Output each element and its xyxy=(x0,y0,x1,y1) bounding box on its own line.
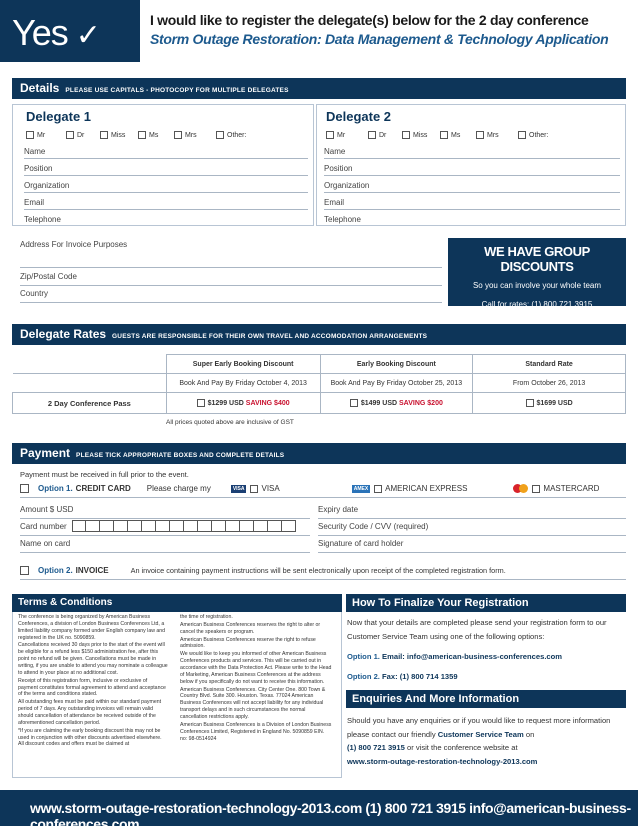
name-field[interactable]: Name xyxy=(24,142,308,159)
term-paragraph: American Business Conferences reserves the right to alter or cancel the speakers or program. xyxy=(180,621,321,635)
col-super-early: Super Early Booking Discount xyxy=(166,355,320,374)
group-discount-box xyxy=(448,238,626,309)
rates-table xyxy=(12,354,626,414)
term-paragraph: the time of registration. xyxy=(180,614,233,620)
group-discount-phone[interactable]: Call for rates: (1) 800 721 3915 xyxy=(481,300,593,309)
saving: SAVING $400 xyxy=(245,399,290,407)
delegate-2-title: Delegate 2 xyxy=(326,109,392,124)
card-digit-box[interactable] xyxy=(142,520,156,532)
yes-label: Yes xyxy=(12,12,68,53)
mastercard-circle-yellow xyxy=(519,484,528,493)
term-paragraph: *If you are claiming the early booking discount this may not be used in conjunction with other discounts advertised elsewhere. All discount codes and offers must be claimed at xyxy=(18,727,162,748)
title-label: Ms xyxy=(451,131,461,139)
card-digit-box[interactable] xyxy=(226,520,240,532)
email-field[interactable]: Email xyxy=(324,193,620,210)
fax-number: Fax: (1) 800 714 1359 xyxy=(382,672,458,681)
card-digit-box[interactable] xyxy=(282,520,296,532)
card-digit-box[interactable] xyxy=(268,520,282,532)
title-label: Other: xyxy=(529,131,549,139)
checkbox[interactable] xyxy=(197,399,205,407)
price-early[interactable] xyxy=(320,393,473,414)
title-label: Miss xyxy=(111,131,126,139)
group-discount-title: WE HAVE GROUP DISCOUNTS xyxy=(484,244,590,274)
credit-card-label: CREDIT CARD xyxy=(75,484,131,493)
terms-title: Terms & Conditions xyxy=(18,597,113,608)
payment-intro: Payment must be received in full prior to the event. xyxy=(20,470,189,479)
checkbox[interactable] xyxy=(216,131,224,139)
enquiries-bar xyxy=(346,690,626,708)
card-digit-box[interactable] xyxy=(156,520,170,532)
checkbox[interactable] xyxy=(476,131,484,139)
term-paragraph: American Business Conferences is a Division of London Business Conferences Limited, Registered in England No. 5090859 EIN. no: 98-0514924 xyxy=(180,721,332,742)
title-label: Miss xyxy=(413,131,428,139)
title-label: Dr xyxy=(379,131,387,139)
title-label: Dr xyxy=(77,131,85,139)
payment-title: Payment xyxy=(20,446,71,460)
delegate-1-titles xyxy=(26,131,311,139)
saving: SAVING $200 xyxy=(399,399,443,407)
title-other[interactable] xyxy=(216,131,246,139)
details-subtitle: PLEASE USE CAPITALS - PHOTOCOPY FOR MULTIPLE DELEGATES xyxy=(65,87,289,94)
title-miss[interactable] xyxy=(100,131,138,139)
table-row xyxy=(13,355,626,374)
checkbox[interactable] xyxy=(20,566,29,575)
card-digit-box[interactable] xyxy=(72,520,86,532)
team-name: Customer Service Team xyxy=(437,729,524,739)
enquiries-text xyxy=(347,714,625,769)
checkbox[interactable] xyxy=(374,485,382,493)
term-paragraph: Receipt of this registration form, inclusive or exclusive of payment constitutes formal agreement to attend and acceptance of the terms and conditions stated. xyxy=(18,677,166,698)
header-line-1: I would like to register the delegate(s) below for the 2 day conference xyxy=(150,12,589,28)
option-2-label: Option 2. xyxy=(38,566,73,575)
checkbox[interactable] xyxy=(532,485,540,493)
rates-title: Delegate Rates xyxy=(20,327,107,341)
card-digit-box[interactable] xyxy=(114,520,128,532)
card-digit-box[interactable] xyxy=(100,520,114,532)
checkbox[interactable] xyxy=(350,399,358,407)
delegate-2-fields xyxy=(324,142,620,227)
option-label: Option 2. xyxy=(347,672,380,681)
details-bar xyxy=(12,78,626,99)
cvv-field[interactable]: Security Code / CVV (required) xyxy=(318,522,626,536)
enquiries-on: on xyxy=(525,729,535,739)
card-digit-box[interactable] xyxy=(170,520,184,532)
group-discount-line1: So you can involve your whole team xyxy=(472,281,602,290)
delegate-1-fields xyxy=(24,142,308,227)
amount-field[interactable]: Amount $ USD xyxy=(20,505,310,519)
checkbox[interactable] xyxy=(250,485,258,493)
expiry-field[interactable]: Expiry date xyxy=(318,505,626,519)
card-digit-box[interactable] xyxy=(128,520,142,532)
date-standard: From October 26, 2013 xyxy=(473,374,626,393)
conference-title: Storm Outage Restoration: Data Management & Technology Application xyxy=(150,31,609,47)
title-dr[interactable] xyxy=(66,131,100,139)
rates-bar xyxy=(12,324,626,345)
card-digit-box[interactable] xyxy=(240,520,254,532)
title-mrs[interactable] xyxy=(174,131,216,139)
finalize-option-1 xyxy=(347,650,625,664)
name-on-card-field[interactable]: Name on card xyxy=(20,539,310,553)
finalize-bar xyxy=(346,594,626,612)
table-cell xyxy=(13,374,167,393)
details-title: Details xyxy=(20,81,60,95)
title-mrs[interactable] xyxy=(476,131,518,139)
email-field[interactable]: Email xyxy=(24,193,308,210)
checkbox[interactable] xyxy=(66,131,74,139)
phone-number[interactable]: (1) 800 721 3915 xyxy=(347,743,405,753)
card-digit-box[interactable] xyxy=(184,520,198,532)
title-label: Mr xyxy=(337,131,346,139)
amex-label: AMERICAN EXPRESS xyxy=(385,484,468,493)
term-paragraph: American Business Conferences reserve the right to refuse admission. xyxy=(180,636,316,650)
checkbox[interactable] xyxy=(526,399,534,407)
title-label: Mrs xyxy=(185,131,197,139)
telephone-field[interactable]: Telephone xyxy=(324,215,361,224)
amex-logo: AMEX xyxy=(353,485,369,492)
terms-column-1 xyxy=(18,614,168,749)
title-ms[interactable] xyxy=(440,131,476,139)
option-1-label: Option 1. xyxy=(38,484,73,493)
title-label: Other: xyxy=(227,131,247,139)
enquiries-title: Enquiries And More Information xyxy=(352,693,520,705)
checkbox[interactable] xyxy=(100,131,108,139)
table-row xyxy=(13,374,626,393)
delegate-1-title: Delegate 1 xyxy=(26,109,92,124)
zip-field[interactable]: Zip/Postal Code xyxy=(20,272,442,286)
checkbox[interactable] xyxy=(20,484,29,493)
terms-bar xyxy=(12,594,342,612)
rates-subtitle: GUESTS ARE RESPONSIBLE FOR THEIR OWN TRAVEL AND ACCOMODATION ARRANGEMENTS xyxy=(112,333,428,340)
table-row xyxy=(13,393,626,414)
enquiries-intro: Should you have any enquiries or if you would like to request more information please contact our friendly xyxy=(347,716,611,739)
card-digit-box[interactable] xyxy=(212,520,226,532)
signature-field[interactable]: Signature of card holder xyxy=(318,539,626,553)
term-paragraph: Cancellations received 30 days prior to the start of the event will be eligible for a refund less $150 administration fee, after this point no refund will be given. Cancellations must be made in writing, if you are unable to attend you may nominate a colleague to attend in your place at no additional cost. xyxy=(18,642,168,676)
name-field[interactable]: Name xyxy=(324,142,620,159)
checkbox[interactable] xyxy=(402,131,410,139)
mastercard-logo xyxy=(513,484,528,493)
credit-card-row xyxy=(20,484,626,498)
finalize-text: Now that your details are completed please send your registration form to our Customer Service Team using one of the following options: xyxy=(347,618,607,641)
price-standard[interactable] xyxy=(473,393,626,414)
title-ms[interactable] xyxy=(138,131,174,139)
payment-bar xyxy=(12,443,626,464)
payment-subtitle: PLEASE TICK APPROPRIATE BOXES AND COMPLETE DETAILS xyxy=(76,452,285,459)
position-field[interactable]: Position xyxy=(324,159,620,176)
col-early: Early Booking Discount xyxy=(320,355,473,374)
organization-field[interactable]: Organization xyxy=(324,176,620,193)
checkbox[interactable] xyxy=(440,131,448,139)
date-super-early: Book And Pay By Friday October 4, 2013 xyxy=(166,374,320,393)
mastercard-label: MASTERCARD xyxy=(543,484,600,493)
title-other[interactable] xyxy=(518,131,548,139)
date-early: Book And Pay By Friday October 25, 2013 xyxy=(320,374,473,393)
telephone-field[interactable]: Telephone xyxy=(24,215,61,224)
enquiries-visit: or visit the conference website at xyxy=(406,743,518,753)
finalize-title: How To Finalize Your Registration xyxy=(352,597,529,609)
table-cell xyxy=(13,355,167,374)
website-link[interactable]: www.storm-outage-restoration-technology-2013.com xyxy=(347,756,538,766)
terms-column-2 xyxy=(180,614,332,743)
checkbox[interactable] xyxy=(174,131,182,139)
checkbox[interactable] xyxy=(326,131,334,139)
finalize-option-2 xyxy=(347,670,625,684)
position-field[interactable]: Position xyxy=(24,159,308,176)
title-dr[interactable] xyxy=(368,131,402,139)
visa-label: VISA xyxy=(261,484,280,493)
checkbox[interactable] xyxy=(518,131,526,139)
checkbox[interactable] xyxy=(368,131,376,139)
col-standard: Standard Rate xyxy=(473,355,626,374)
checkbox[interactable] xyxy=(26,131,34,139)
yes-banner xyxy=(0,0,140,62)
charge-label: Please charge my xyxy=(146,484,211,493)
title-label: Mr xyxy=(37,131,46,139)
invoice-text: An invoice containing payment instructions will be sent electronically upon receipt of the completed registration form. xyxy=(130,566,506,575)
email-link[interactable]: Email: info@american-business-conferences.com xyxy=(382,652,563,661)
footer-contact[interactable]: www.storm-outage-restoration-technology-2013.com (1) 800 721 3915 info@american-business-conferences.com xyxy=(30,800,631,832)
delegate-2-titles xyxy=(326,131,621,139)
invoice-label: INVOICE xyxy=(75,566,109,575)
card-digit-box[interactable] xyxy=(198,520,212,532)
title-mr[interactable] xyxy=(26,131,66,139)
title-label: Mrs xyxy=(487,131,499,139)
term-paragraph: American Business Conferences. City Center One. 800 Town & Country Blvd. Suite 300. Houston. Texas. 77024 American Business Conferences will not accept liability for any individual transport delays and in such circumstances the normal cancellation restrictions apply. xyxy=(180,686,326,721)
check-icon: ✓ xyxy=(75,19,100,52)
card-number-label: Card number xyxy=(20,522,67,531)
term-paragraph: All outstanding fees must be paid within our standard payment period of 7 days. Any outstanding invoices will remain valid should cancellation of attendance be received outside of the aforementioned cancellation period. xyxy=(18,699,162,726)
price: $1699 USD xyxy=(536,399,573,407)
organization-field[interactable]: Organization xyxy=(24,176,308,193)
price: $1299 USD xyxy=(207,399,244,407)
footer-bar xyxy=(0,790,638,832)
option-label: Option 1. xyxy=(347,652,380,661)
gst-note: All prices quoted above are inclusive of GST xyxy=(166,419,294,426)
card-digit-box[interactable] xyxy=(86,520,100,532)
checkbox[interactable] xyxy=(138,131,146,139)
invoice-address-field[interactable]: Address For Invoice Purposes xyxy=(20,240,442,268)
pass-label: 2 Day Conference Pass xyxy=(13,393,167,414)
country-field[interactable]: Country xyxy=(20,289,442,303)
price: $1499 USD xyxy=(360,399,398,407)
price-super-early[interactable] xyxy=(166,393,320,414)
visa-logo: VISA xyxy=(232,485,245,492)
card-number-boxes[interactable] xyxy=(72,520,296,532)
title-label: Ms xyxy=(149,131,159,139)
title-miss[interactable] xyxy=(402,131,440,139)
card-digit-box[interactable] xyxy=(254,520,268,532)
title-mr[interactable] xyxy=(326,131,368,139)
term-paragraph: We would like to keep you informed of other American Business Conferences products and services. This will be carried out in accordance with the Data Protection Act. Please write to the Head of Marketing, American Business Conferences at the address below if you specifically do not want to receive this information. xyxy=(180,651,332,685)
term-paragraph: The conference is being organized by American Business Conferences, a division of London Business Conferences Ltd, a limited liability company formed under English company law and registered in the UK no. 5090859. xyxy=(18,614,166,641)
invoice-row xyxy=(20,566,626,580)
